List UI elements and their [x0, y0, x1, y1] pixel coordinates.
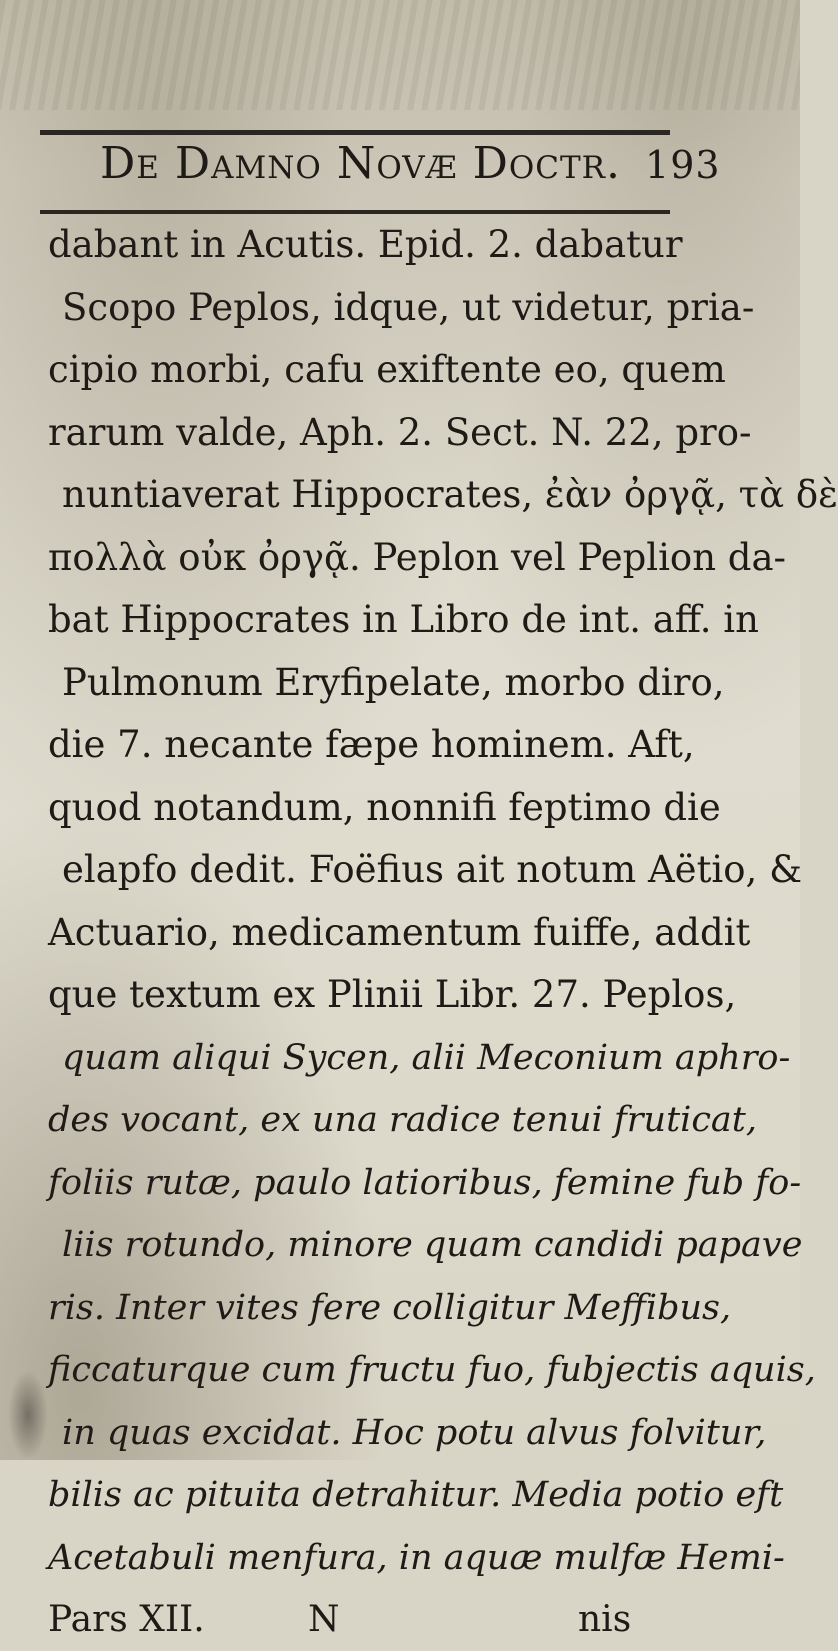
text-line: dabant in Acutis. Epid. 2. dabatur	[48, 223, 683, 266]
page-number: 193	[645, 143, 721, 187]
text-line: elapfo dedit. Foëfius ait notum Aëtio, &	[62, 848, 802, 891]
text-line: bat Hippocrates in Libro de int. aff. in	[48, 598, 759, 641]
running-head	[100, 138, 721, 198]
text-line: in quas excidat. Hoc potu alvus folvitur,	[62, 1412, 767, 1453]
running-head-title: De Damno Novæ Doctr.	[100, 138, 622, 189]
signature-mark: N	[308, 1599, 340, 1640]
text-line: cipio morbi, cafu exiftente eo, quem	[48, 348, 726, 391]
text-line: liis rotundo, minore quam candidi papave	[62, 1225, 803, 1265]
text-line: rarum valde, Aph. 2. Sect. N. 22, pro-	[48, 410, 752, 454]
part-label: Pars XII.	[48, 1599, 205, 1640]
text-line: Pulmonum Eryfipelate, morbo diro,	[62, 660, 725, 704]
bleed-through-texture	[0, 0, 800, 110]
text-line: que textum ex Plinii Libr. 27. Peplos,	[48, 973, 737, 1016]
text-line: Acetabuli menfura, in aquæ mulfæ Hemi-	[48, 1537, 785, 1578]
text-line: nuntiaverat Hippocrates, ἐὰν ὀργᾷ, τὰ δὲ	[62, 473, 838, 516]
text-line: πολλὰ οὐκ ὀργᾷ. Peplon vel Peplion da-	[48, 535, 787, 579]
text-line: ficcaturque cum fructu fuo, fubjectis aquis,	[48, 1350, 816, 1390]
head-rule-top	[40, 130, 670, 135]
signature-line	[48, 1589, 748, 1651]
text-line: Actuario, medicamentum fuiffe, addit	[48, 910, 751, 954]
text-line: bilis ac pituita detrahitur. Media potio eft	[48, 1475, 784, 1515]
text-line: quam aliqui Sycen, alii Meconium aphro-	[62, 1037, 791, 1078]
text-line: foliis rutæ, paulo latioribus, femine fub fo-	[48, 1162, 802, 1203]
text-line: quod notandum, nonnifi feptimo die	[48, 785, 721, 829]
text-line: des vocant, ex una radice tenui fruticat,	[48, 1100, 757, 1140]
catchword: nis	[578, 1599, 632, 1640]
text-line: Scopo Peplos, idque, ut videtur, pria-	[62, 285, 755, 329]
margin-smudge	[8, 1370, 48, 1460]
body-text	[48, 214, 838, 1651]
text-line: die 7. necante fæpe hominem. Aft,	[48, 723, 695, 766]
text-line: ris. Inter vites fere colligitur Meffibus,	[48, 1287, 732, 1328]
